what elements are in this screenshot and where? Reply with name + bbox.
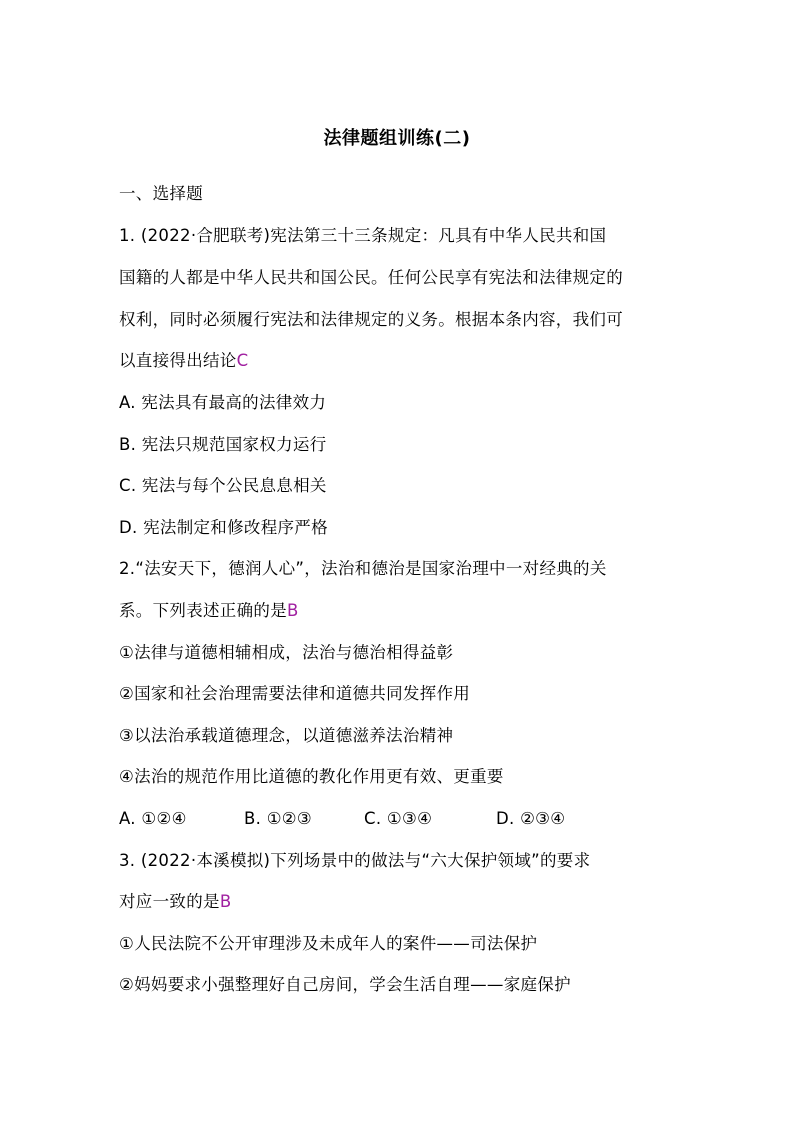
q1-stem-line-4: [119, 351, 679, 371]
q1-option-c: C. 宪法与每个公民息息相关: [119, 476, 327, 495]
q2-answer: B: [287, 601, 299, 620]
q3-stem-line-2: [119, 892, 679, 912]
q3-answer: B: [219, 892, 232, 911]
q2-stem-text: 系。下列表述正确的是: [119, 601, 287, 620]
q2-stem-line-1: 2.“法安天下，德润人心”，法治和德治是国家治理中一对经典的关: [119, 559, 607, 578]
page-title: 法律题组训练(二): [323, 128, 471, 149]
q1-option-a: A. 宪法具有最高的法律效力: [119, 393, 327, 412]
q2-statement-3: ③以法治承载道德理念，以道德滋养法治精神: [119, 726, 454, 745]
q2-statement-2: ②国家和社会治理需要法律和道德共同发挥作用: [119, 684, 471, 703]
q1-answer: C: [236, 351, 249, 370]
q1-stem-line-3: 权利，同时必须履行宪法和法律规定的义务。根据本条内容，我们可: [119, 310, 623, 329]
q2-option-d: D. ②③④: [496, 809, 566, 828]
q3-stem-text: 对应一致的是: [119, 892, 220, 911]
q1-stem-line-1: 1. (2022·合肥联考)宪法第三十三条规定：凡具有中华人民共和国: [119, 226, 607, 245]
q2-stem-line-2: [119, 601, 679, 621]
q3-statement-2: ②妈妈要求小强整理好自己房间，学会生活自理——家庭保护: [119, 975, 571, 994]
q2-options-row: [119, 809, 679, 829]
q2-option-b: B. ①②③: [244, 809, 312, 828]
q2-statement-1: ①法律与道德相辅相成，法治与德治相得益彰: [119, 643, 454, 662]
q1-stem-text: 以直接得出结论: [119, 351, 237, 370]
q2-option-c: C. ①③④: [364, 809, 433, 828]
q3-stem-line-1: 3. (2022·本溪模拟)下列场景中的做法与“六大保护领域”的要求: [119, 851, 591, 870]
q3-statement-1: ①人民法院不公开审理涉及未成年人的案件——司法保护: [119, 934, 538, 953]
q1-option-b: B. 宪法只规范国家权力运行: [119, 435, 327, 454]
section-heading: 一、选择题: [119, 184, 203, 203]
q2-option-a: A. ①②④: [119, 809, 187, 828]
q2-statement-4: ④法治的规范作用比道德的教化作用更有效、更重要: [119, 767, 504, 786]
q1-option-d: D. 宪法制定和修改程序严格: [119, 518, 328, 537]
q1-stem-line-2: 国籍的人都是中华人民共和国公民。任何公民享有宪法和法律规定的: [119, 268, 623, 287]
